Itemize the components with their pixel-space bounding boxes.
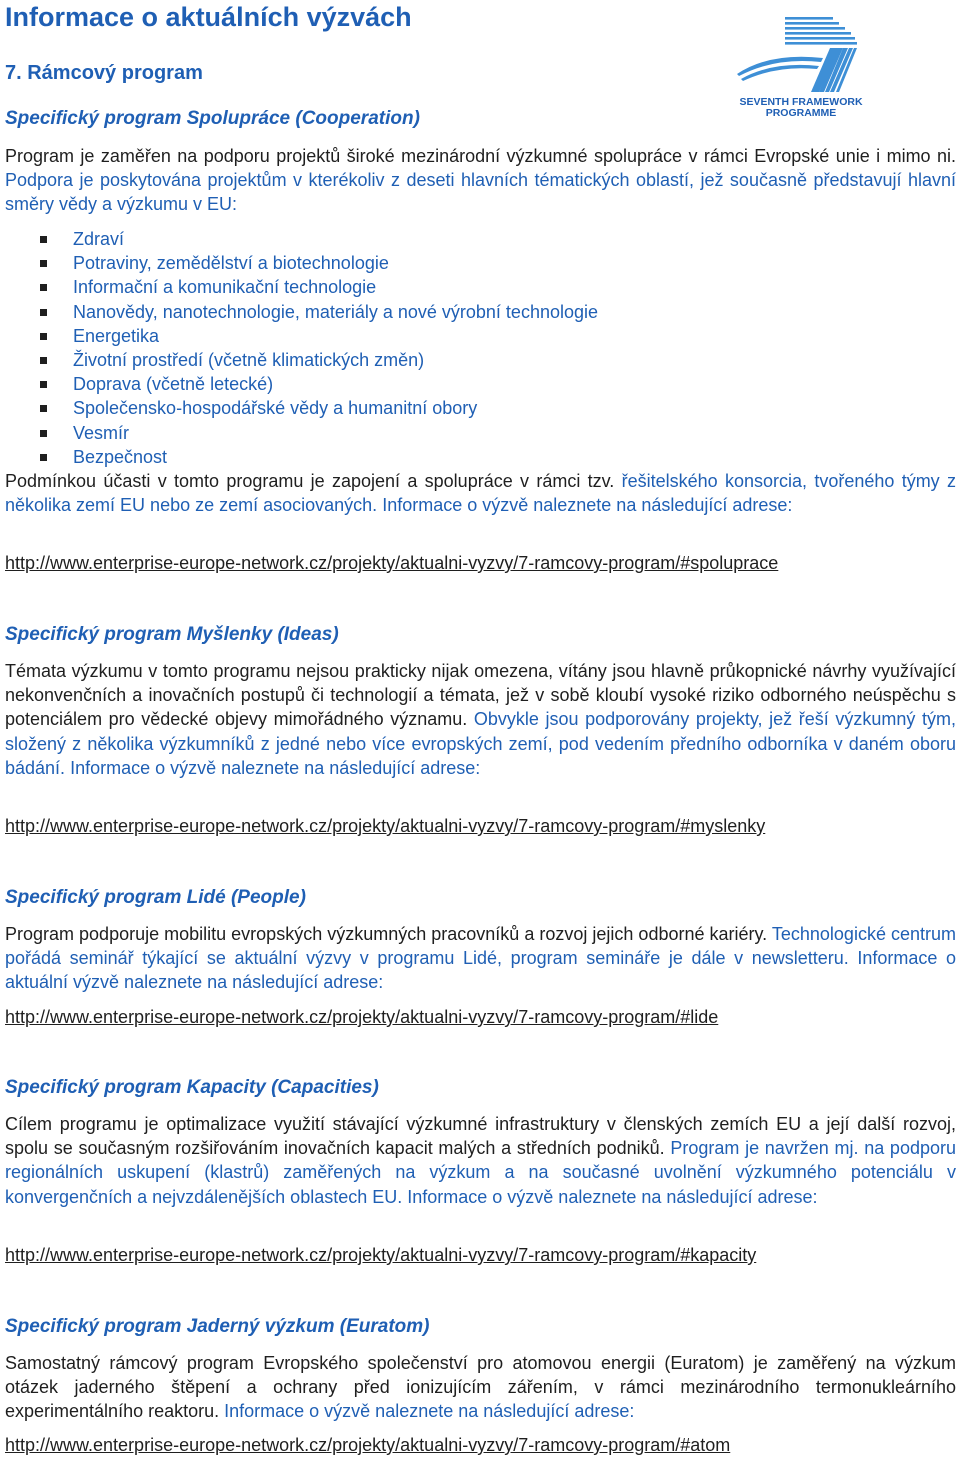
list-item: [5, 251, 598, 275]
list-item: [5, 300, 598, 324]
list-item-label: Zdraví: [73, 229, 125, 249]
list-item-label: Životní prostředí (včetně klimatických změn): [73, 349, 425, 370]
cooperation-link[interactable]: http://www.enterprise-europe-network.cz/projekty/aktualni-vyzvy/7-ramcovy-program/#spoluprace: [5, 553, 779, 573]
cooperation-conditions-part3: Informace o výzvě naleznete na následující adrese:: [382, 495, 793, 516]
square-bullet-icon: [40, 430, 47, 437]
section-title-people: Specifický program Lidé (People): [5, 887, 306, 908]
list-item: [5, 421, 598, 445]
list-item: [5, 372, 598, 396]
people-text-part2: Technologické centrum pořádá seminář týkající se aktuální výzvy v programu Lidé, program semináře je dále v newsletteru.: [5, 924, 956, 969]
fp7-logo-line2: PROGRAMME: [765, 107, 837, 119]
list-item: [5, 275, 598, 299]
list-item: [5, 348, 598, 372]
capacities-text: [5, 1112, 956, 1209]
list-item-label: Nanovědy, nanotechnologie, materiály a nové výrobní technologie: [73, 301, 599, 322]
section-title-euratom: Specifický program Jaderný výzkum (Euratom): [5, 1316, 430, 1337]
euratom-text: [5, 1351, 956, 1424]
square-bullet-icon: [40, 357, 47, 364]
capacities-text-part2: Program je navržen mj. na podporu regionálních uskupení (klastrů) zaměřených na výzkum a na současné uvolnění výzkumného potenciálu v konvergenčních a nejvzdálenějších oblastech EU.: [5, 1138, 956, 1207]
ideas-link[interactable]: http://www.enterprise-europe-network.cz/projekty/aktualni-vyzvy/7-ramcovy-program/#myslenky: [5, 816, 766, 836]
ideas-text-part2: Obvykle jsou podporovány projekty, jež řeší výzkumný tým, složený z několika výzkumníků z jedné nebo více evropských zemí, pod vedením předního odborníka v daném oboru bádání.: [5, 709, 956, 778]
people-text-part1: Program podporuje mobilitu evropských výzkumných pracovníků a rozvoj jejich odborné kariéry.: [5, 924, 772, 944]
list-item: [5, 324, 598, 348]
list-item-label: Doprava (včetně letecké): [73, 374, 274, 395]
cooperation-intro-part2: Podpora je poskytována projektům v kterékoliv z deseti hlavních tématických oblastí, jež současně představují hlavní směry vědy a výzkumu v EU:: [5, 170, 956, 215]
list-item: [5, 396, 598, 420]
people-text-part3: Informace o aktuální výzvě naleznete na následující adrese:: [5, 948, 956, 993]
list-item-label: Vesmír: [73, 422, 130, 443]
section-title-capacities: Specifický program Kapacity (Capacities): [5, 1077, 379, 1098]
cooperation-conditions-part2: řešitelského konsorcia, tvořeného týmy z několika zemí EU nebo ze zemí asociovaných.: [5, 471, 956, 516]
cooperation-intro-part1: Program je zaměřen na podporu projektů široké mezinárodní výzkumné spolupráce v rámci Evropské unie i mimo ni.: [5, 146, 956, 166]
page-title: Informace o aktuálních výzvách: [5, 2, 412, 32]
square-bullet-icon: [40, 381, 47, 388]
ideas-text-part1: Témata výzkumu v tomto programu nejsou prakticky nijak omezena, vítány jsou hlavně průkopnické návrhy využívající nekonvenčních a inovačních postupů či technologií a témata, jež v sobě kloubí vysoké riziko odborného neúspěchu s potenciálem pro vědecké objevy mimořádného významu.: [5, 661, 956, 730]
cooperation-intro: [5, 144, 956, 217]
euratom-text-part1: Samostatný rámcový program Evropského společenství pro atomovou energii (Euratom) je zaměřený na výzkum otázek jaderného štěpení a ochrany před ionizujícím zářením, v rámci mezinárodního termonukleárního experimentálního reaktoru.: [5, 1353, 956, 1422]
program-heading: 7. Rámcový program: [5, 62, 203, 84]
people-text: [5, 922, 956, 995]
capacities-text-part1: Cílem programu je optimalizace využití stávající výzkumné infrastruktury v členských zemích EU a její další rozvoj, spolu se současným rozšiřováním inovačních kapacit malých a středních podniků.: [5, 1114, 956, 1159]
square-bullet-icon: [40, 333, 47, 340]
ideas-text-part3: Informace o výzvě naleznete na následující adrese:: [70, 757, 481, 778]
list-item: [5, 445, 598, 469]
capacities-text-part3: Informace o výzvě naleznete na následující adrese:: [407, 1186, 818, 1207]
cooperation-conditions: [5, 469, 956, 517]
fp7-logo-line1: SEVENTH FRAMEWORK: [739, 96, 863, 108]
square-bullet-icon: [40, 309, 47, 316]
section-title-ideas: Specifický program Myšlenky (Ideas): [5, 624, 339, 645]
euratom-text-part2: Informace o výzvě naleznete na následující adrese:: [224, 1401, 635, 1422]
capacities-link[interactable]: http://www.enterprise-europe-network.cz/projekty/aktualni-vyzvy/7-ramcovy-program/#kapacity: [5, 1245, 757, 1265]
square-bullet-icon: [40, 405, 47, 412]
list-item-label: Informační a komunikační technologie: [73, 277, 377, 298]
fp7-seven-mark: [737, 17, 857, 92]
euratom-link[interactable]: http://www.enterprise-europe-network.cz/projekty/aktualni-vyzvy/7-ramcovy-program/#atom: [5, 1435, 731, 1455]
fp7-logo: [735, 14, 865, 120]
list-item-label: Energetika: [73, 325, 160, 346]
list-item-label: Bezpečnost: [73, 446, 168, 467]
cooperation-conditions-part1: Podmínkou účasti v tomto programu je zapojení a spolupráce v rámci tzv.: [5, 471, 622, 491]
cooperation-topic-list: [5, 227, 598, 469]
square-bullet-icon: [40, 236, 47, 243]
square-bullet-icon: [40, 284, 47, 291]
square-bullet-icon: [40, 454, 47, 461]
section-title-cooperation: Specifický program Spolupráce (Cooperation): [5, 108, 420, 129]
list-item-label: Potraviny, zemědělství a biotechnologie: [73, 253, 389, 274]
ideas-text: [5, 659, 956, 780]
list-item: [5, 227, 598, 251]
square-bullet-icon: [40, 260, 47, 267]
people-link[interactable]: http://www.enterprise-europe-network.cz/projekty/aktualni-vyzvy/7-ramcovy-program/#lide: [5, 1007, 719, 1027]
list-item-label: Společensko-hospodářské vědy a humanitní obory: [73, 398, 478, 419]
